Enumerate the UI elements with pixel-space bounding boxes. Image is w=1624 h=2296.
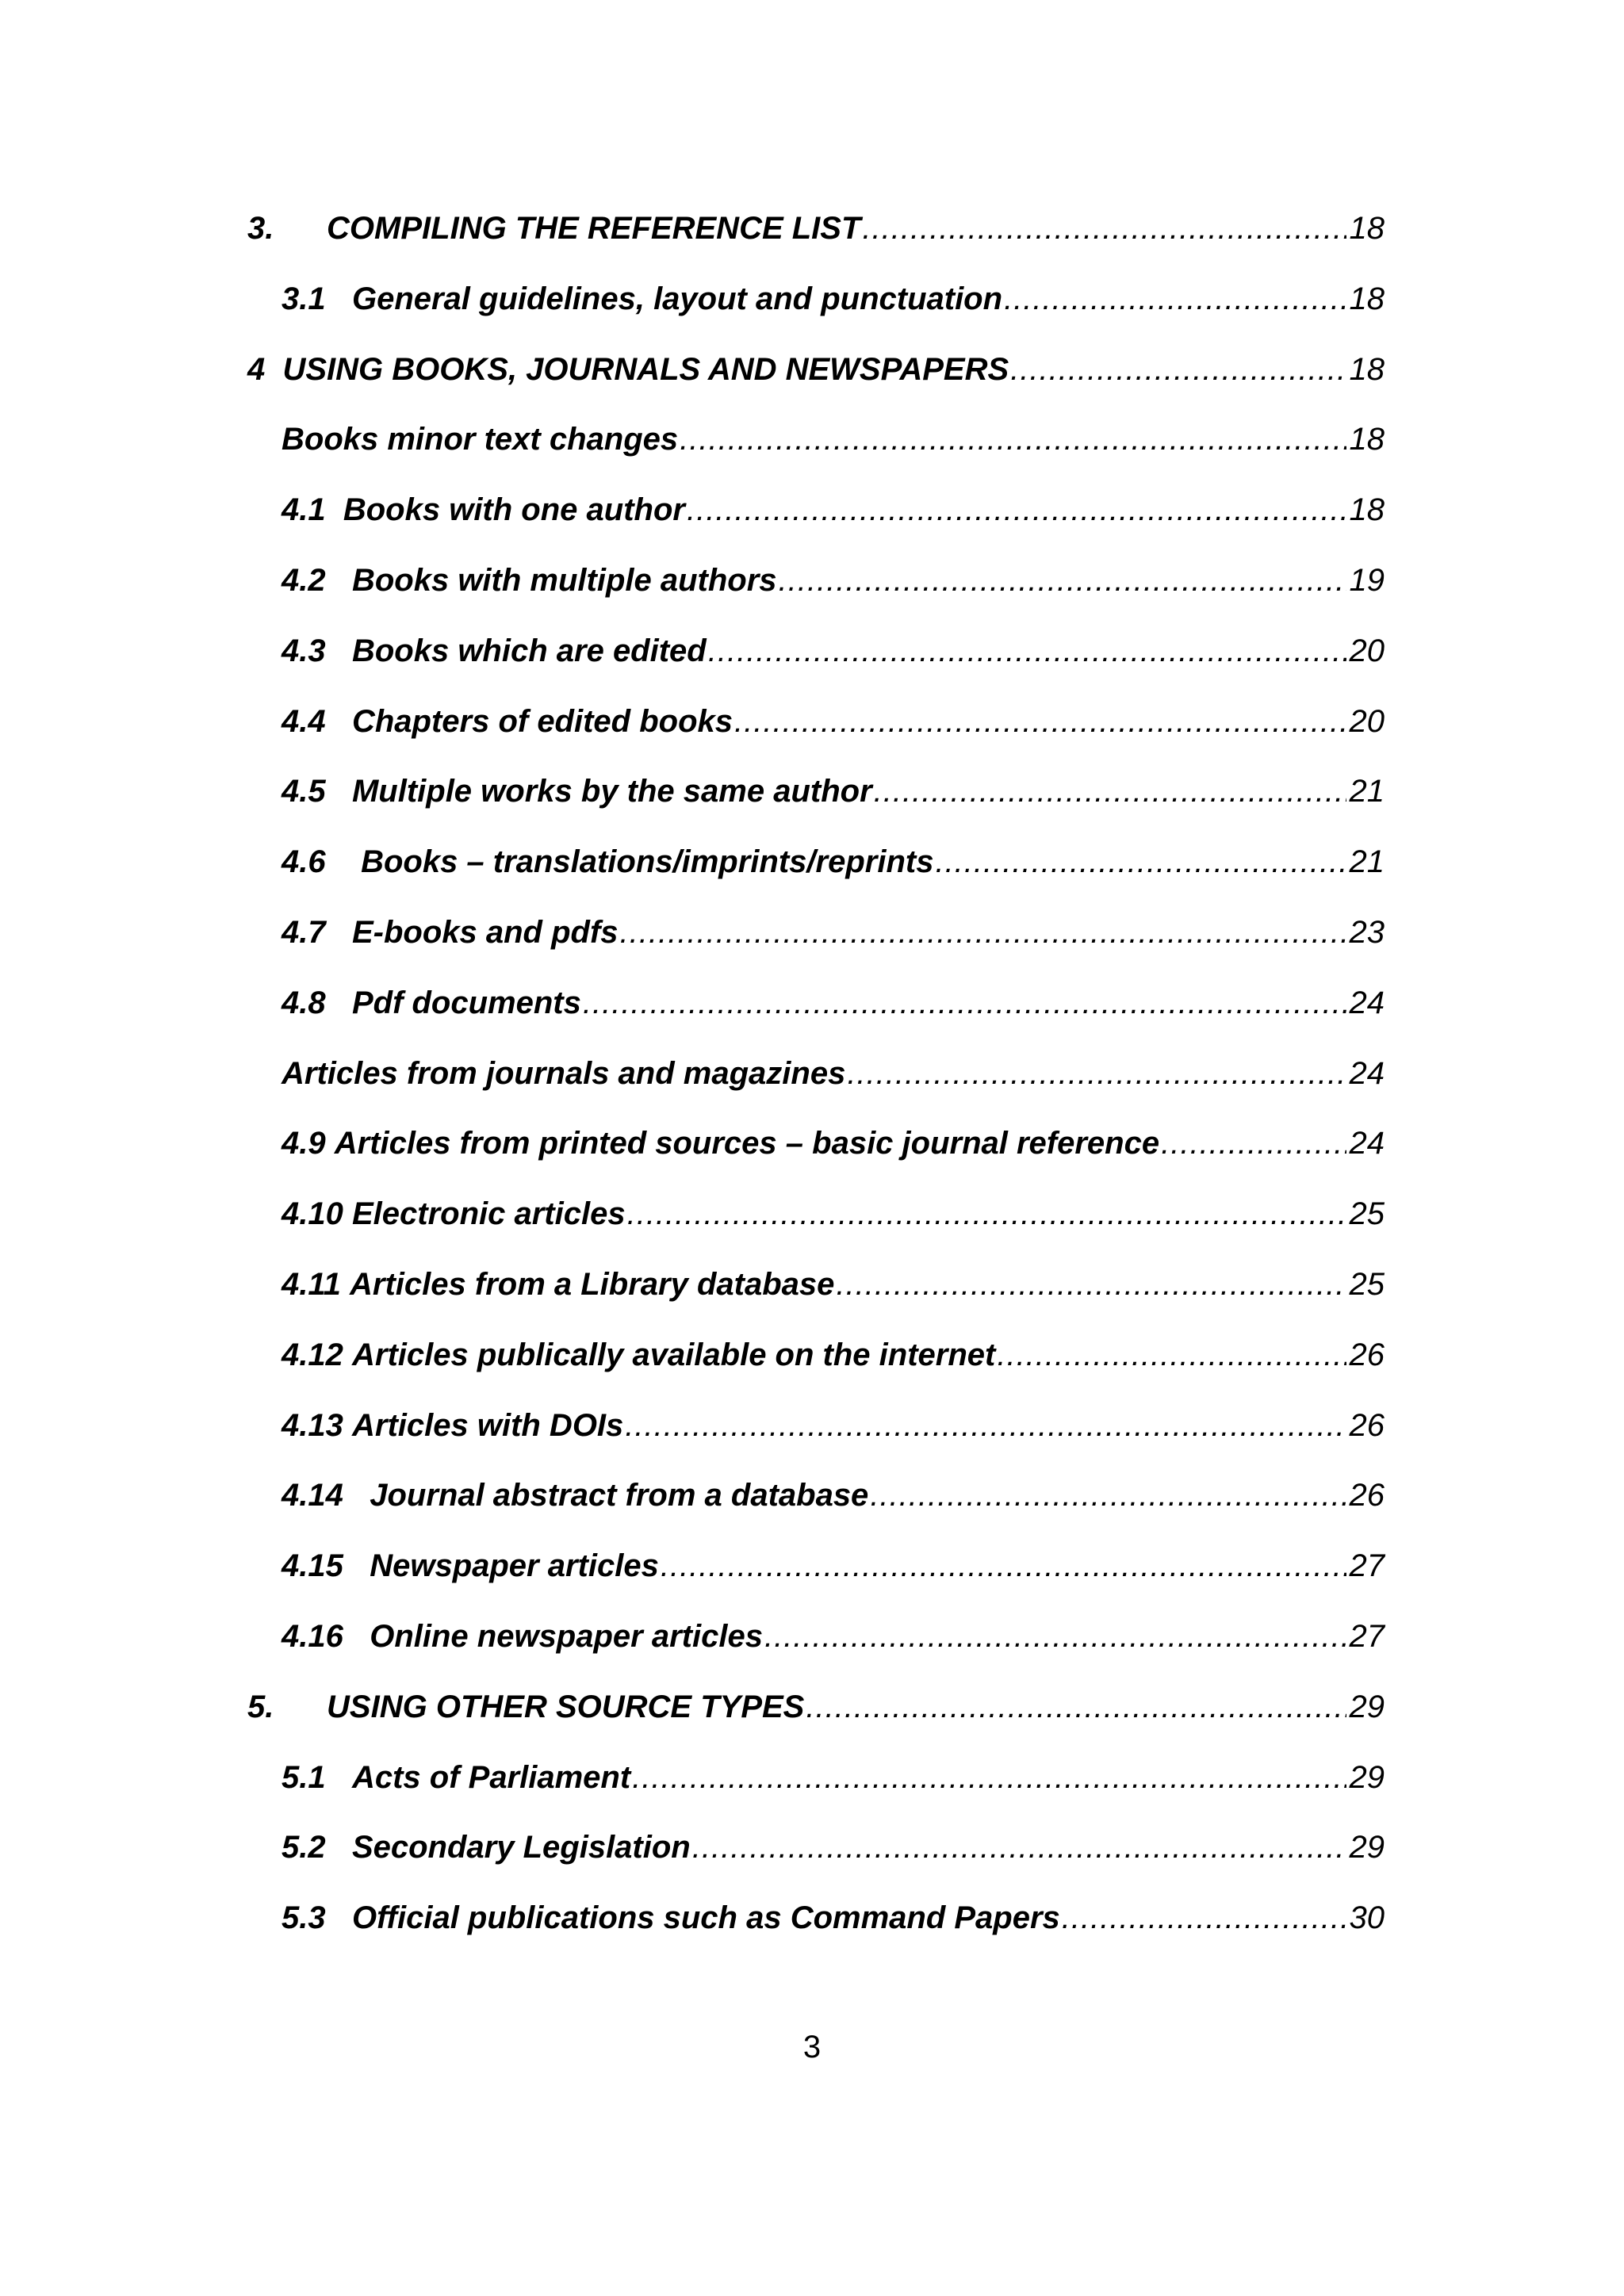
toc-entry-gap: [274, 1683, 327, 1731]
toc-entry-gap: [274, 205, 327, 252]
toc-entry-page: 26: [1349, 1337, 1385, 1372]
toc-entry-title: USING BOOKS, JOURNALS AND NEWSPAPERS: [282, 351, 1009, 387]
toc-entry-gap: [326, 979, 352, 1027]
toc-entry[interactable]: [282, 1613, 1385, 1660]
toc-entry-page: 24: [1349, 1055, 1385, 1091]
toc-entry-title: Books minor text changes: [282, 422, 679, 457]
toc-entry-number: 4.9: [282, 1126, 326, 1161]
toc-entry[interactable]: [247, 346, 1385, 393]
toc-entry-title: Books with one author: [343, 492, 685, 528]
toc-dot-leader: [836, 1261, 1346, 1308]
toc-entry[interactable]: [282, 838, 1385, 886]
toc-dot-leader: [1062, 1894, 1346, 1942]
toc-entry-page: 25: [1349, 1196, 1385, 1232]
toc-entry-gap: [343, 1190, 352, 1238]
toc-entry[interactable]: [282, 275, 1385, 323]
toc-dot-leader: [708, 627, 1346, 675]
toc-entry-title: Secondary Legislation: [351, 1830, 691, 1866]
toc-entry[interactable]: [282, 1402, 1385, 1449]
toc-dot-leader: [1010, 346, 1346, 393]
toc-entry-page: 18: [1349, 422, 1385, 457]
toc-entry-page: 24: [1349, 1126, 1385, 1161]
toc-entry-number: 4.8: [282, 985, 326, 1020]
toc-entry[interactable]: [282, 909, 1385, 956]
toc-entry-number: 4.1: [282, 492, 326, 528]
toc-entry[interactable]: [282, 1823, 1385, 1871]
toc-entry-number: 4.10: [282, 1196, 343, 1232]
toc-entry-title: Official publications such as Command Papers: [351, 1900, 1060, 1936]
toc-entry-gap: [343, 1402, 352, 1449]
toc-entry[interactable]: [282, 767, 1385, 815]
toc-dot-leader: [806, 1683, 1346, 1731]
toc-entry[interactable]: [282, 1331, 1385, 1379]
toc-entry-title: Online newspaper articles: [370, 1619, 763, 1654]
toc-entry-title: Articles from a Library database: [350, 1267, 835, 1302]
toc-dot-leader: [692, 1823, 1346, 1871]
toc-entry[interactable]: [282, 1754, 1385, 1801]
toc-dot-leader: [847, 1050, 1346, 1097]
toc-dot-leader: [734, 698, 1346, 745]
toc-entry[interactable]: [247, 1683, 1385, 1731]
toc-entry-page: 27: [1349, 1619, 1385, 1654]
toc-dot-leader: [583, 979, 1346, 1027]
toc-entry-gap: [326, 1823, 352, 1871]
toc-entry-title: USING OTHER SOURCE TYPES: [327, 1689, 805, 1724]
toc-entry-number: 5.2: [282, 1830, 326, 1866]
toc-entry[interactable]: [282, 1119, 1385, 1167]
toc-dot-leader: [680, 415, 1346, 463]
toc-entry-title: COMPILING THE REFERENCE LIST: [327, 211, 861, 246]
toc-entry-gap: [326, 838, 361, 886]
toc-entry-title: General guidelines, layout and punctuation: [351, 281, 1003, 316]
toc-dot-leader: [935, 838, 1346, 886]
toc-entry-page: 25: [1349, 1267, 1385, 1302]
toc-entry-number: 3.1: [282, 281, 326, 316]
toc-entry[interactable]: [282, 627, 1385, 675]
toc-entry-title: Books which are edited: [351, 633, 707, 668]
toc-entry-number: 4.11: [282, 1267, 341, 1302]
toc-dot-leader: [625, 1402, 1346, 1449]
toc-entry-page: 18: [1349, 492, 1385, 528]
toc-entry[interactable]: [282, 1471, 1385, 1519]
toc-dot-leader: [779, 557, 1346, 604]
toc-entry-gap: [343, 1542, 370, 1590]
toc-dot-leader: [874, 767, 1346, 815]
toc-entry-number: 4.14: [282, 1478, 343, 1513]
toc-entry-number: 4.7: [282, 915, 326, 950]
toc-entry-title: Electronic articles: [351, 1196, 626, 1232]
toc-entry-number: 4.2: [282, 563, 326, 598]
toc-entry-gap: [326, 1754, 352, 1801]
toc-entry-gap: [326, 627, 352, 675]
toc-entry-page: 26: [1349, 1478, 1385, 1513]
toc-entry[interactable]: [282, 1894, 1385, 1942]
toc-entry-number: 4.3: [282, 633, 326, 668]
toc-entry-page: 21: [1349, 774, 1385, 809]
toc-entry-page: 18: [1349, 211, 1385, 246]
toc-entry-number: 4.15: [282, 1548, 343, 1584]
toc-entry[interactable]: [282, 1050, 1385, 1097]
toc-entry-number: 4.13: [282, 1407, 343, 1443]
toc-entry-number: 4.12: [282, 1337, 343, 1372]
toc-entry[interactable]: [282, 557, 1385, 604]
toc-entry-page: 30: [1349, 1900, 1385, 1936]
toc-entry-gap: [326, 767, 352, 815]
toc-dot-leader: [661, 1542, 1346, 1590]
toc-dot-leader: [997, 1331, 1346, 1379]
toc-dot-leader: [620, 909, 1346, 956]
toc-entry-page: 20: [1349, 703, 1385, 739]
toc-entry-page: 19: [1349, 563, 1385, 598]
toc-dot-leader: [862, 205, 1346, 252]
toc-entry-gap: [343, 1613, 370, 1660]
toc-entry-gap: [341, 1261, 350, 1308]
page-number: 3: [802, 2030, 822, 2064]
toc-dot-leader: [764, 1613, 1346, 1660]
toc-entry[interactable]: [282, 1190, 1385, 1238]
toc-entry-gap: [326, 557, 352, 604]
toc-entry-gap: [343, 1471, 370, 1519]
toc-dot-leader: [870, 1471, 1346, 1519]
toc-entry-page: 29: [1349, 1759, 1385, 1795]
toc-entry[interactable]: [282, 1542, 1385, 1590]
toc-entry-gap: [326, 909, 352, 956]
toc-entry-number: 4.5: [282, 774, 326, 809]
toc-entry-title: Books with multiple authors: [351, 563, 777, 598]
toc-entry-number: 3.: [247, 211, 274, 246]
toc-entry-title: Articles publically available on the internet: [351, 1337, 996, 1372]
toc-entry-title: E-books and pdfs: [351, 915, 619, 950]
toc-entry[interactable]: [247, 205, 1385, 252]
toc-entry-gap: [326, 1119, 335, 1167]
toc-entry-number: 4.16: [282, 1619, 343, 1654]
toc-entry-number: 5.1: [282, 1759, 326, 1795]
toc-dot-leader: [1161, 1119, 1346, 1167]
toc-entry-page: 29: [1349, 1830, 1385, 1866]
toc-entry-title: Articles from printed sources – basic journal reference: [334, 1126, 1160, 1161]
toc-entry-gap: [326, 1894, 352, 1942]
toc-dot-leader: [1004, 275, 1346, 323]
toc-entry-gap: [326, 698, 352, 745]
toc-entry-number: 4.4: [282, 703, 326, 739]
toc-entry-title: Articles from journals and magazines: [282, 1055, 846, 1091]
toc-entry[interactable]: [282, 486, 1385, 534]
toc-entry-page: 26: [1349, 1407, 1385, 1443]
toc-entry-page: 18: [1349, 281, 1385, 316]
toc-entry-title: Journal abstract from a database: [370, 1478, 869, 1513]
toc-entry-title: Chapters of edited books: [351, 703, 733, 739]
toc-entry-title: Books – translations/imprints/reprints: [361, 844, 934, 880]
toc-entry-page: 18: [1349, 351, 1385, 387]
toc-entry-number: 5.: [247, 1689, 274, 1724]
toc-entry-title: Acts of Parliament: [351, 1759, 631, 1795]
toc-entry-page: 23: [1349, 915, 1385, 950]
toc-entry-number: 5.3: [282, 1900, 326, 1936]
toc-entry-page: 27: [1349, 1548, 1385, 1584]
toc-entry-gap: [343, 1331, 352, 1379]
toc-entry-number: 4: [247, 351, 266, 387]
toc-entry-gap: [265, 346, 282, 393]
toc-entry-gap: [326, 275, 352, 323]
toc-dot-leader: [687, 486, 1346, 534]
toc-entry[interactable]: [282, 979, 1385, 1027]
toc-entry-number: 4.6: [282, 844, 326, 880]
toc-entry-title: Pdf documents: [351, 985, 581, 1020]
toc-dot-leader: [632, 1754, 1346, 1801]
toc-entry[interactable]: [282, 698, 1385, 745]
toc-entry-page: 21: [1349, 844, 1385, 880]
toc-entry-title: Newspaper articles: [370, 1548, 659, 1584]
toc-entry[interactable]: [282, 1261, 1385, 1308]
toc-entry-gap: [326, 486, 343, 534]
toc-entry-page: 24: [1349, 985, 1385, 1020]
toc-dot-leader: [627, 1190, 1346, 1238]
toc-entry-title: Articles with DOIs: [351, 1407, 624, 1443]
toc-entry-title: Multiple works by the same author: [351, 774, 872, 809]
toc-entry-page: 29: [1349, 1689, 1385, 1724]
toc-entry-page: 20: [1349, 633, 1385, 668]
toc-entry[interactable]: [282, 415, 1385, 463]
